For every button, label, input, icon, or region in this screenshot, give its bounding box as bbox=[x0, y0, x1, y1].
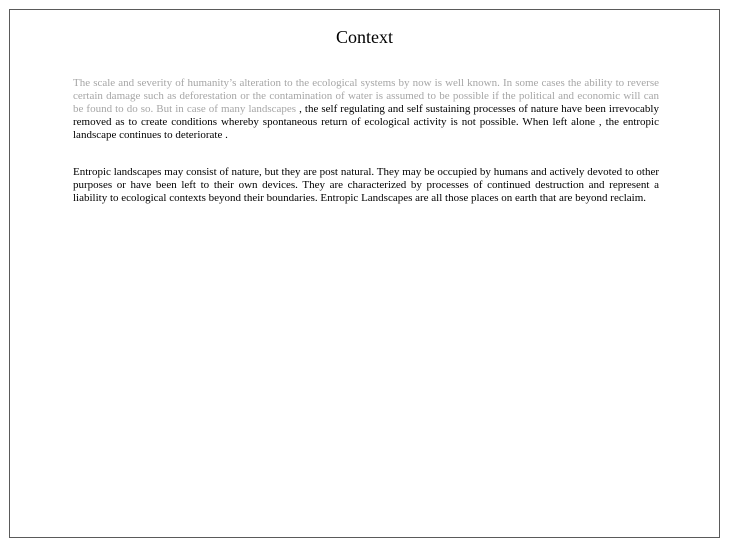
paragraph-1-faded-text: The scale and severity of humanity’s alteration to the ecological systems by now is well known. In some cases the ability to reverse certain damage such as deforestation or the contamination of water is assumed to be possible if the political and economic will can be found to do so. But in case of many landscapes bbox=[73, 77, 659, 115]
paragraph-1-dark-text: , the self regulating and self sustaining processes of nature have been irrevocably removed as to create conditions whereby spontaneous return of ecological activity is not possible. When left alone , the entropic landscape continues to deteriorate . bbox=[73, 103, 659, 141]
slide-title: Context bbox=[336, 27, 393, 47]
paragraph-2: Entropic landscapes may consist of nature, but they are post natural. They may be occupied by humans and actively devoted to other purposes or have been left to their own devices. They are characterized by processes of continued destruction and represent a liability to ecological contexts beyond their boundaries. Entropic Landscapes are all those places on earth that are beyond reclaim. bbox=[73, 166, 659, 204]
paragraph-1 bbox=[73, 77, 659, 142]
slide bbox=[9, 9, 720, 538]
